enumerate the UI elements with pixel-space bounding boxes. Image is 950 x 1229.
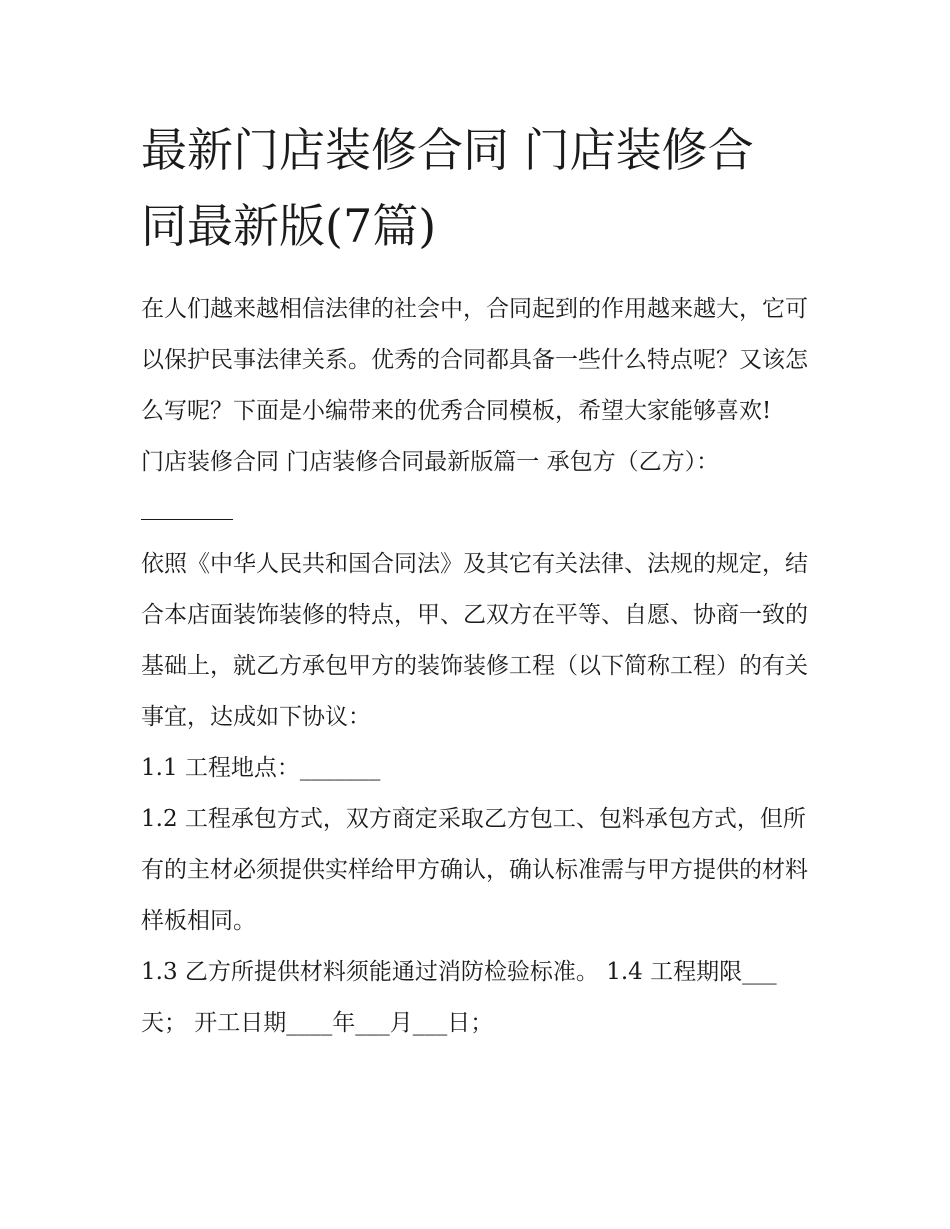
title-line-2: 同最新版(7篇) (141, 199, 437, 253)
document-page (141, 112, 813, 1049)
section-heading-text: 门店装修合同 门店装修合同最新版篇一 承包方（乙方）： (141, 449, 720, 475)
intro-paragraph: 在人们越来越相信法律的社会中，合同起到的作用越来越大，它可以保护民事法律关系。优秀的合同都具备一些什么特点呢？又该怎么写呢？下面是小编带来的优秀合同模板，希望大家能够喜欢! (141, 296, 808, 424)
contractor-blank-line (141, 495, 233, 520)
section-heading (141, 437, 813, 539)
clause-1-2: 1.2 工程承包方式，双方商定采取乙方包工、包料承包方式，但所有的主材必须提供实样给甲方确认，确认标准需与甲方提供的材料样板相同。 (141, 806, 808, 934)
basis-paragraph: 依照《中华人民共和国合同法》及其它有关法律、法规的规定，结合本店面装饰装修的特点，甲、乙双方在平等、自愿、协商一致的基础上，就乙方承包甲方的装饰装修工程（以下简称工程）的有关事宜，达成如下协议： (141, 551, 808, 730)
title-line-1: 最新门店装修合同 门店装修合 (141, 123, 754, 177)
document-title (141, 112, 813, 264)
clause-1-3: 1.3 乙方所提供材料须能通过消防检验标准。 1.4 工程期限___天； 开工日期____年___月___日； (141, 959, 777, 1036)
clause-1-1: 1.1 工程地点：_______ (141, 755, 381, 781)
